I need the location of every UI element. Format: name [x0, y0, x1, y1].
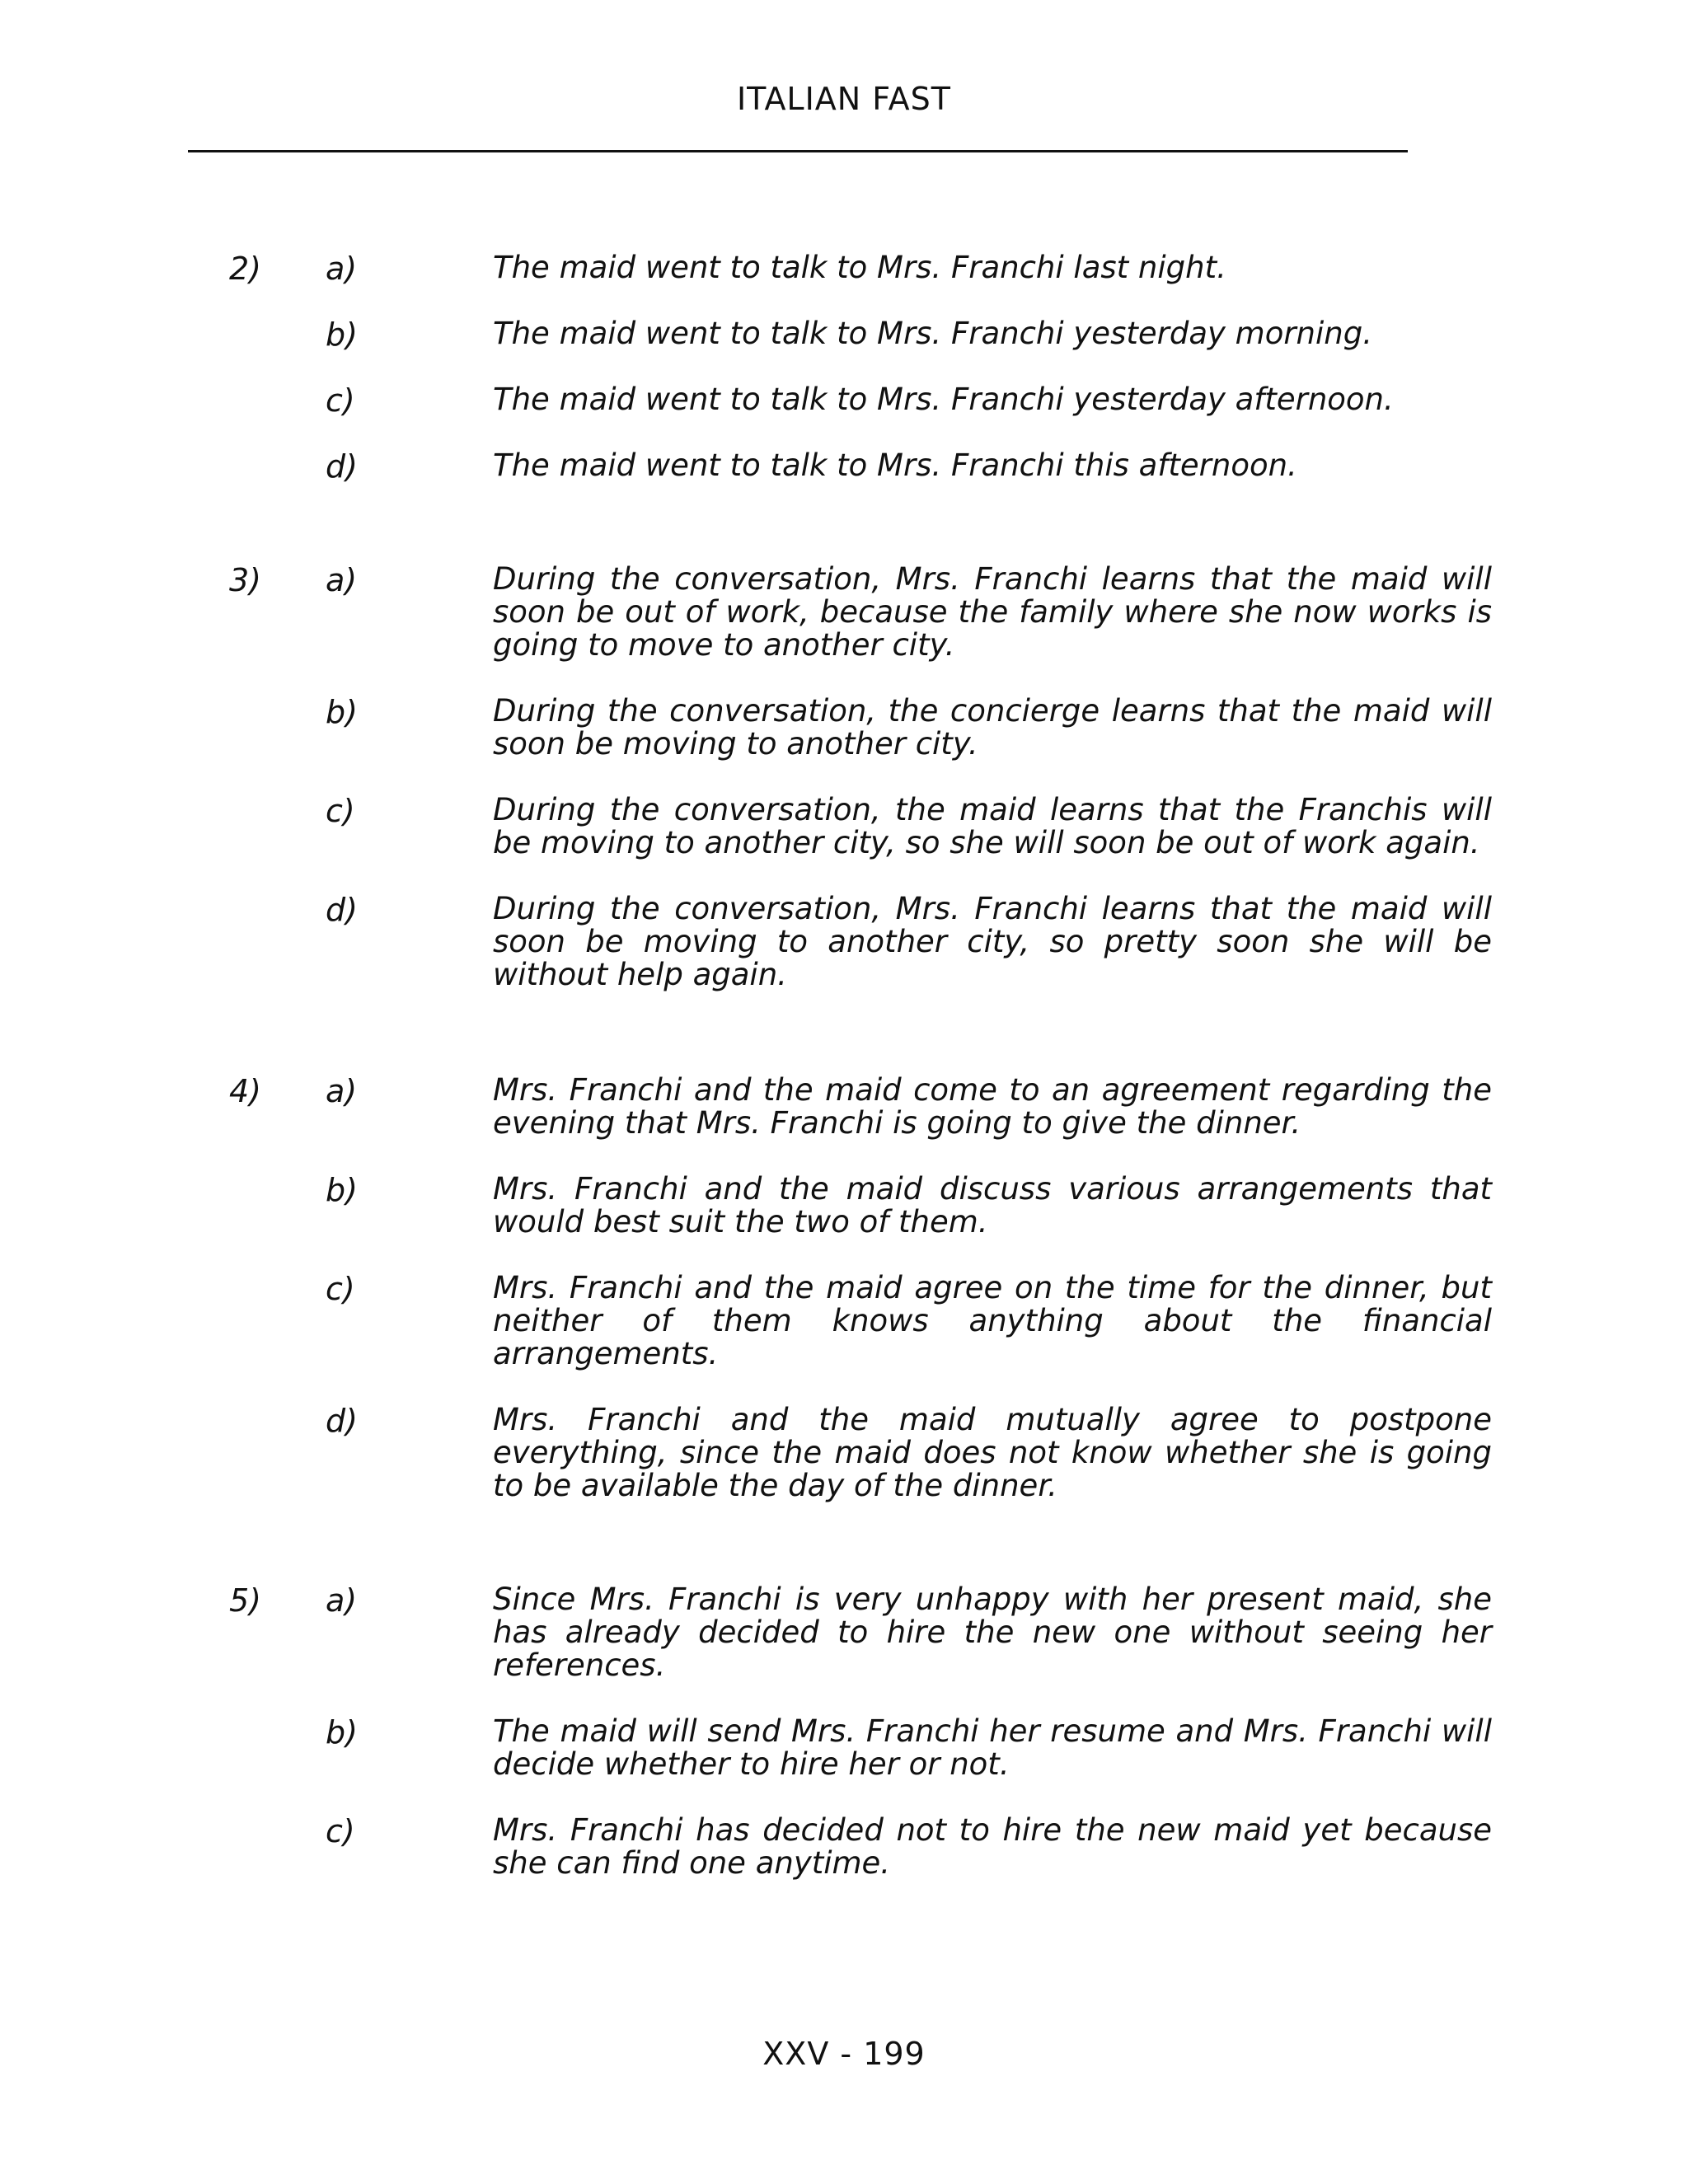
option-label: c)	[326, 1813, 355, 1849]
option-label: c)	[326, 1271, 355, 1307]
option-3c	[0, 794, 1688, 860]
option-text: The maid went to talk to Mrs. Franchi this afternoon.	[493, 448, 1297, 483]
option-label: a)	[326, 251, 358, 287]
option-text: Mrs. Franchi and the maid come to an agreement regarding the evening that Mrs. Franchi is going to give the dinner.	[493, 1072, 1492, 1141]
option-label: a)	[326, 1582, 358, 1619]
option-2a	[0, 250, 1688, 287]
option-text: During the conversation, Mrs. Franchi learns that the maid will soon be out of work, because the family where she now works is going to move to another city.	[493, 561, 1492, 663]
option-label: d)	[326, 892, 358, 928]
option-4b	[0, 1173, 1688, 1239]
option-2c	[0, 382, 1688, 419]
option-text: The maid went to talk to Mrs. Franchi yesterday afternoon.	[493, 382, 1394, 417]
option-label: a)	[326, 562, 358, 598]
option-label: d)	[326, 448, 358, 485]
option-label: a)	[326, 1073, 358, 1109]
option-2b	[0, 316, 1688, 353]
option-4a	[0, 1074, 1688, 1140]
option-text: During the conversation, the maid learns that the Franchis will be moving to another city, so she will soon be out of work again.	[493, 792, 1492, 860]
header-divider	[188, 150, 1408, 152]
page-title: ITALIAN FAST	[736, 81, 952, 117]
question-number: 3)	[229, 562, 262, 598]
question-list	[0, 251, 1688, 1954]
option-text: Mrs. Franchi and the maid discuss various arrangements that would best suit the two of them.	[493, 1171, 1492, 1240]
question-number: 5)	[229, 1582, 262, 1619]
option-3b	[0, 695, 1688, 761]
option-3d	[0, 893, 1688, 991]
option-label: b)	[326, 316, 358, 353]
option-5b	[0, 1715, 1688, 1781]
question-number: 2)	[229, 251, 262, 287]
question-2	[0, 250, 1688, 485]
page-number: XXV - 199	[762, 2036, 926, 2072]
option-2d	[0, 448, 1688, 485]
option-text: Since Mrs. Franchi is very unhappy with her present maid, she has already decided to hire the new one without seeing her references.	[493, 1582, 1492, 1683]
question-5	[0, 1583, 1688, 1880]
option-label: d)	[326, 1403, 358, 1439]
option-3a	[0, 563, 1688, 662]
option-text: Mrs. Franchi and the maid mutually agree to postpone everything, since the maid does not know whether she is going to be available the day of the dinner.	[493, 1402, 1492, 1503]
option-text: During the conversation, Mrs. Franchi learns that the maid will soon be moving to another city, so pretty soon she will be without help again.	[493, 891, 1492, 992]
option-label: c)	[326, 793, 355, 829]
option-text: Mrs. Franchi and the maid agree on the time for the dinner, but neither of them knows anything about the financial arrangements.	[493, 1270, 1492, 1371]
option-text: During the conversation, the concierge learns that the maid will soon be moving to another city.	[493, 693, 1492, 762]
option-label: c)	[326, 382, 355, 419]
question-4	[0, 1074, 1688, 1502]
option-text: The maid went to talk to Mrs. Franchi last night.	[493, 250, 1226, 285]
option-label: b)	[326, 694, 358, 730]
option-5a	[0, 1583, 1688, 1682]
option-text: Mrs. Franchi has decided not to hire the new maid yet because she can find one anytime.	[493, 1812, 1492, 1881]
question-number: 4)	[229, 1073, 262, 1109]
option-4c	[0, 1272, 1688, 1371]
option-label: b)	[326, 1172, 358, 1208]
option-4d	[0, 1404, 1688, 1502]
option-text: The maid will send Mrs. Franchi her resume and Mrs. Franchi will decide whether to hire her or not.	[493, 1713, 1492, 1782]
option-label: b)	[326, 1714, 358, 1750]
option-text: The maid went to talk to Mrs. Franchi yesterday morning.	[493, 316, 1372, 351]
option-5c	[0, 1814, 1688, 1880]
question-3	[0, 563, 1688, 991]
